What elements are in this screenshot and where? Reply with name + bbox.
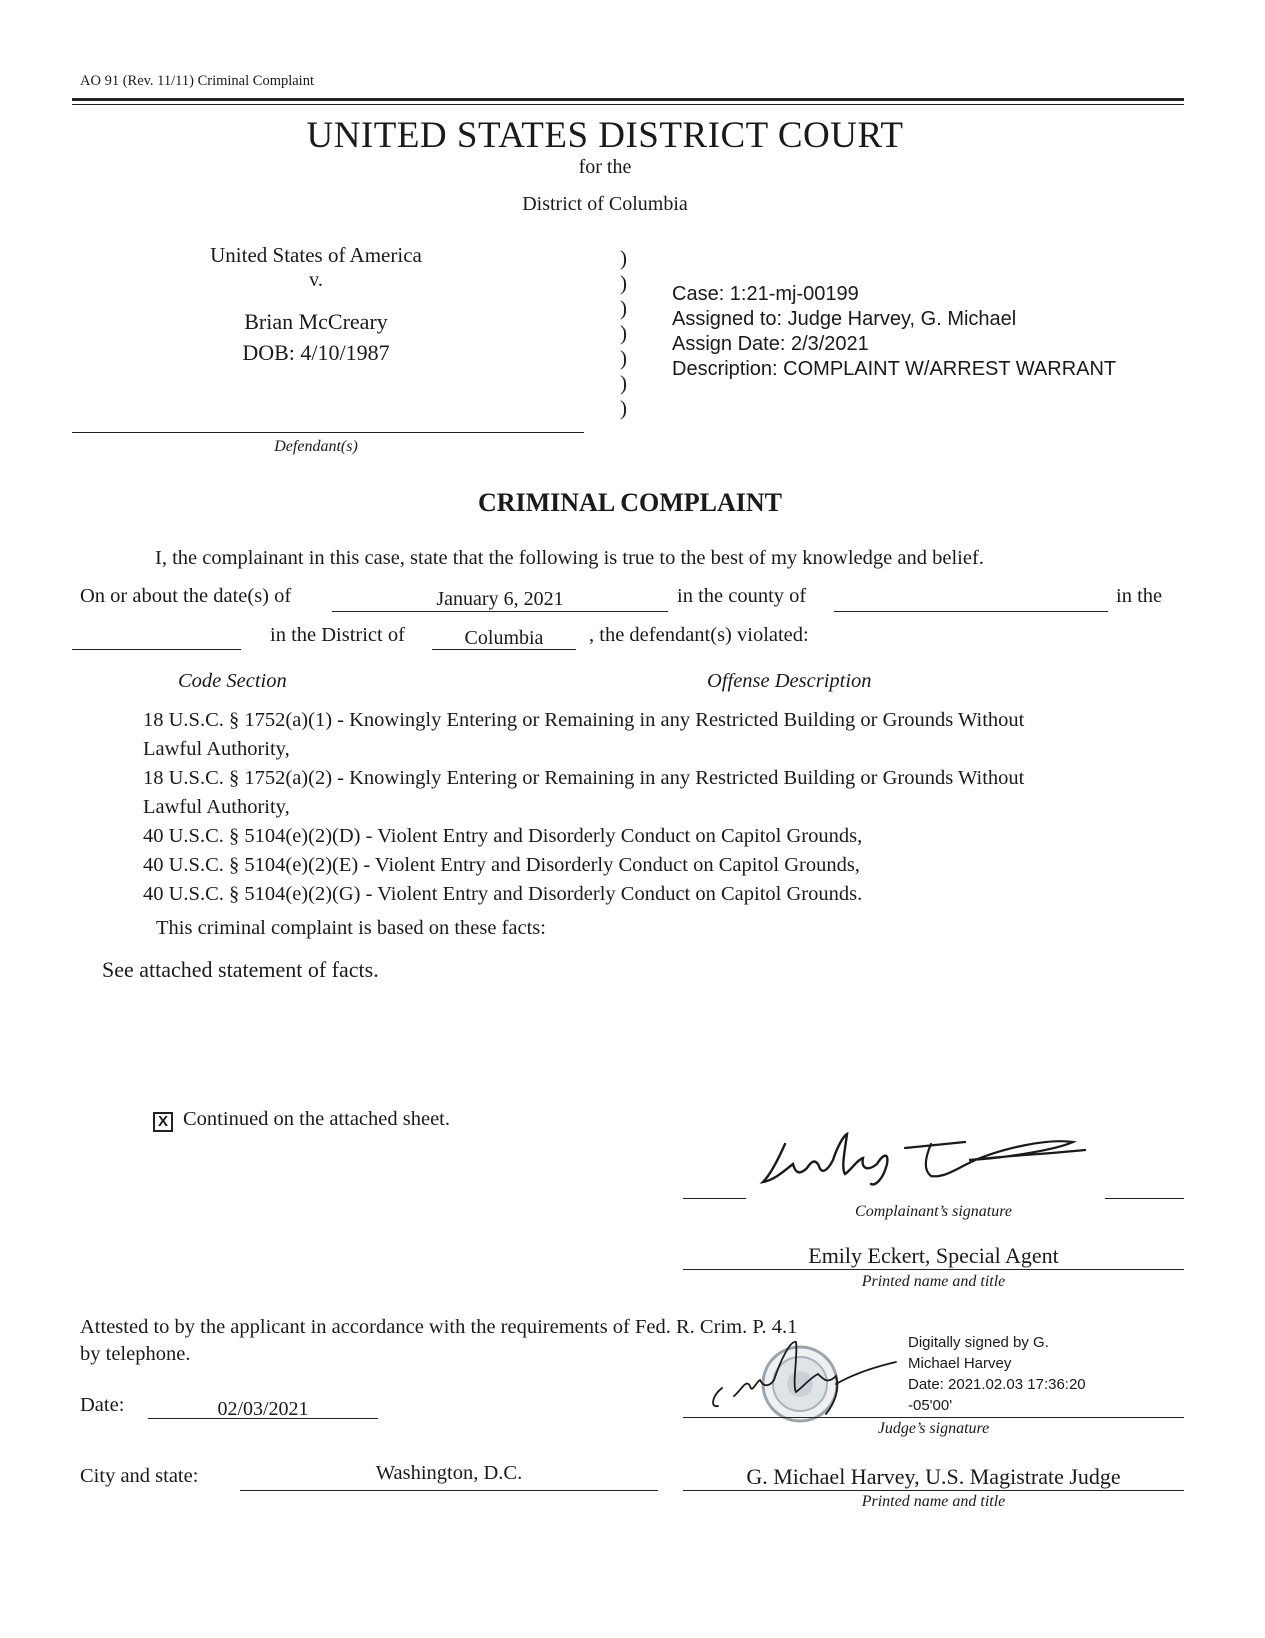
caption-paren: ) — [620, 321, 627, 345]
charge-line: Lawful Authority, — [143, 796, 290, 818]
date-value: 02/03/2021 — [217, 1398, 309, 1420]
district-value: Columbia — [464, 627, 544, 649]
versus: v. — [309, 269, 323, 291]
attestation-line-2: by telephone. — [80, 1343, 191, 1365]
offense-date-line — [332, 611, 668, 612]
charge-line: 40 U.S.C. § 5104(e)(2)(D) - Violent Entry and Disorderly Conduct on Capitol Grounds, — [143, 825, 863, 847]
district-line — [432, 649, 576, 650]
header-rule-thick — [72, 98, 1184, 101]
continued-checkbox[interactable]: X — [153, 1112, 173, 1132]
complainant-line-left — [683, 1198, 746, 1199]
document-title: CRIMINAL COMPLAINT — [477, 488, 783, 517]
judge-signature-label: Judge’s signature — [877, 1420, 990, 1437]
case-assign-date: Assign Date: 2/3/2021 — [672, 333, 869, 355]
defendant-dob: DOB: 4/10/1987 — [242, 340, 390, 365]
digital-signature-line: Michael Harvey — [908, 1355, 1012, 1372]
facts-text: See attached statement of facts. — [102, 957, 379, 982]
date-line — [148, 1418, 378, 1419]
attestation-line-1: Attested to by the applicant in accordance with the requirements of Fed. R. Crim. P. 4.1 — [80, 1316, 798, 1338]
complainant-line-right — [1105, 1198, 1184, 1199]
court-for-the: for the — [578, 156, 632, 178]
charge-line: 18 U.S.C. § 1752(a)(2) - Knowingly Entering or Remaining in any Restricted Building or Grounds Without — [143, 767, 1025, 789]
complainant-printed-name: Emily Eckert, Special Agent — [808, 1243, 1059, 1268]
court-name: UNITED STATES DISTRICT COURT — [306, 115, 904, 156]
defendant-label: Defendant(s) — [274, 438, 358, 455]
case-description: Description: COMPLAINT W/ARREST WARRANT — [672, 358, 1117, 380]
digital-signature-line: -05'00' — [908, 1397, 953, 1414]
city-state-label: City and state: — [80, 1465, 199, 1487]
case-number: Case: 1:21-mj-00199 — [672, 283, 859, 305]
charge-line: 40 U.S.C. § 5104(e)(2)(G) - Violent Entry and Disorderly Conduct on Capitol Grounds. — [143, 883, 863, 905]
complainant-statement: I, the complainant in this case, state that the following is true to the best of my knowledge and belief. — [155, 547, 984, 569]
date-line-prefix: On or about the date(s) of — [80, 585, 292, 607]
plaintiff-name: United States of America — [210, 243, 422, 267]
defendant-line — [72, 432, 584, 433]
complainant-printed-line — [683, 1269, 1184, 1270]
defendant-name: Brian McCreary — [244, 309, 388, 334]
charge-line: 18 U.S.C. § 1752(a)(1) - Knowingly Entering or Remaining in any Restricted Building or Grounds Without — [143, 709, 1025, 731]
judge-signature — [700, 1332, 910, 1424]
judge-printed-name: G. Michael Harvey, U.S. Magistrate Judge — [746, 1464, 1121, 1489]
digital-signature-line: Date: 2021.02.03 17:36:20 — [908, 1376, 1086, 1393]
code-section-header: Code Section — [178, 670, 287, 692]
charge-line: Lawful Authority, — [143, 738, 290, 760]
facts-intro: This criminal complaint is based on these facts: — [156, 917, 546, 939]
offense-date: January 6, 2021 — [436, 588, 564, 610]
caption-paren: ) — [620, 346, 627, 370]
continued-label: Continued on the attached sheet. — [183, 1108, 450, 1130]
complainant-printed-label: Printed name and title — [861, 1273, 1006, 1290]
date-label: Date: — [80, 1394, 125, 1416]
complainant-signature-label: Complainant’s signature — [855, 1203, 1012, 1220]
city-state-value: Washington, D.C. — [375, 1462, 523, 1484]
case-assigned-to: Assigned to: Judge Harvey, G. Michael — [672, 308, 1017, 330]
county-line — [834, 611, 1108, 612]
in-the: in the — [1116, 585, 1163, 607]
city-state-line — [240, 1490, 658, 1491]
digital-signature-line: Digitally signed by G. — [908, 1334, 1049, 1351]
district-suffix: , the defendant(s) violated: — [589, 624, 809, 646]
header-rule-thin — [72, 104, 1184, 105]
caption-paren: ) — [620, 371, 627, 395]
caption-paren: ) — [620, 296, 627, 320]
district-label: in the District of — [270, 624, 405, 646]
caption-paren: ) — [620, 271, 627, 295]
complainant-signature — [755, 1124, 1095, 1192]
charge-line: 40 U.S.C. § 5104(e)(2)(E) - Violent Entry and Disorderly Conduct on Capitol Grounds, — [143, 854, 860, 876]
offense-description-header: Offense Description — [707, 670, 872, 692]
judge-printed-line — [683, 1490, 1184, 1491]
judge-signature-line — [683, 1417, 1184, 1418]
caption-paren: ) — [620, 396, 627, 420]
county-label: in the county of — [677, 585, 807, 607]
court-district: District of Columbia — [522, 193, 688, 215]
form-id: AO 91 (Rev. 11/11) Criminal Complaint — [80, 73, 314, 89]
state-line — [72, 649, 241, 650]
caption-paren: ) — [620, 246, 627, 270]
judge-printed-label: Printed name and title — [861, 1493, 1006, 1510]
